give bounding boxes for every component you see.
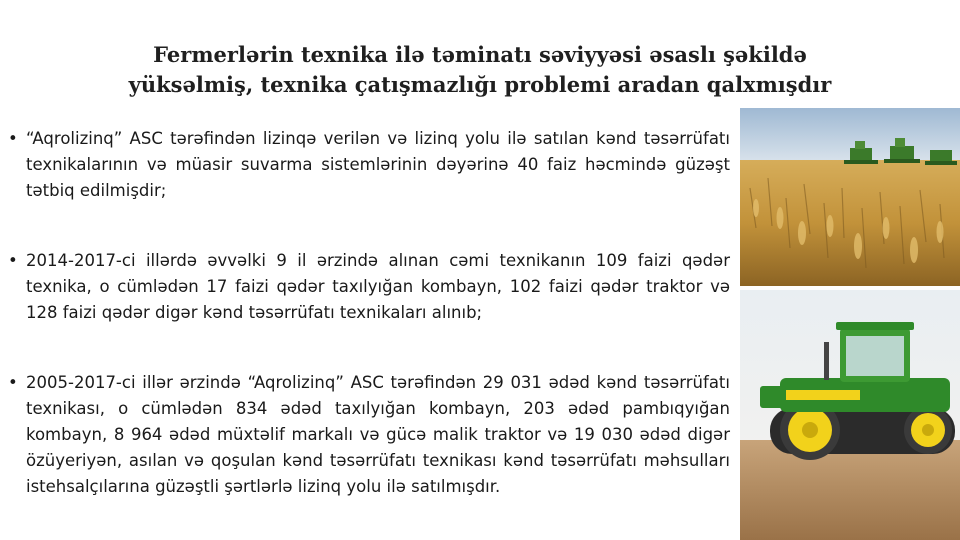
bullet-icon: •	[8, 251, 18, 270]
title-line-1: Fermerlərin texnika ilə təminatı səviyyəsi əsaslı şəkildə	[153, 42, 807, 67]
slide-title	[60, 40, 900, 100]
wheat-field-photo	[740, 108, 960, 286]
bullet-icon: •	[8, 373, 18, 392]
bullet-text: 2014-2017-ci illərdə əvvəlki 9 il ərzində alınan cəmi texnikanın 109 faizi qədər texnika, o cümlədən 17 faizi qədər taxılyığan kombayn, 102 faizi qədər traktor və 128 faizi qədər digər kənd təsərrüfatı texnikaları alınıb;	[26, 251, 730, 322]
tractor-image	[740, 290, 960, 540]
wheat-combine-image	[740, 108, 960, 286]
tractor-photo	[740, 290, 960, 540]
bullet-text: “Aqrolizinq” ASC tərəfindən lizinqə verilən və lizinq yolu ilə satılan kənd təsərrüfatı texnikalarının və müasir suvarma sistemlərinin dəyərinə 40 faiz həcmində güzəşt tətbiq edilmişdir;	[26, 129, 730, 200]
bullet-icon: •	[8, 129, 18, 148]
title-line-2: yüksəlmiş, texnika çatışmazlığı problemi aradan qalxmışdır	[128, 72, 832, 97]
list-item	[8, 126, 730, 204]
bullet-list	[8, 126, 730, 500]
list-item	[8, 248, 730, 326]
list-item	[8, 370, 730, 500]
bullet-text: 2005-2017-ci illər ərzində “Aqrolizinq” ASC tərəfindən 29 031 ədəd kənd təsərrüfatı texnikası, o cümlədən 834 ədəd taxılyığan kombayn, 203 ədəd pambıqyığan kombayn, 8 964 ədəd müxtəlif markalı və gücə malik traktor və 19 030 ədəd digər özüyeriyən, asılan və qoşulan kənd təsərrüfatı texnikası kənd təsərrüfatı məhsulları istehsalçılarına güzəştli şərtlərlə lizinq yolu ilə satılmışdır.	[26, 373, 730, 496]
